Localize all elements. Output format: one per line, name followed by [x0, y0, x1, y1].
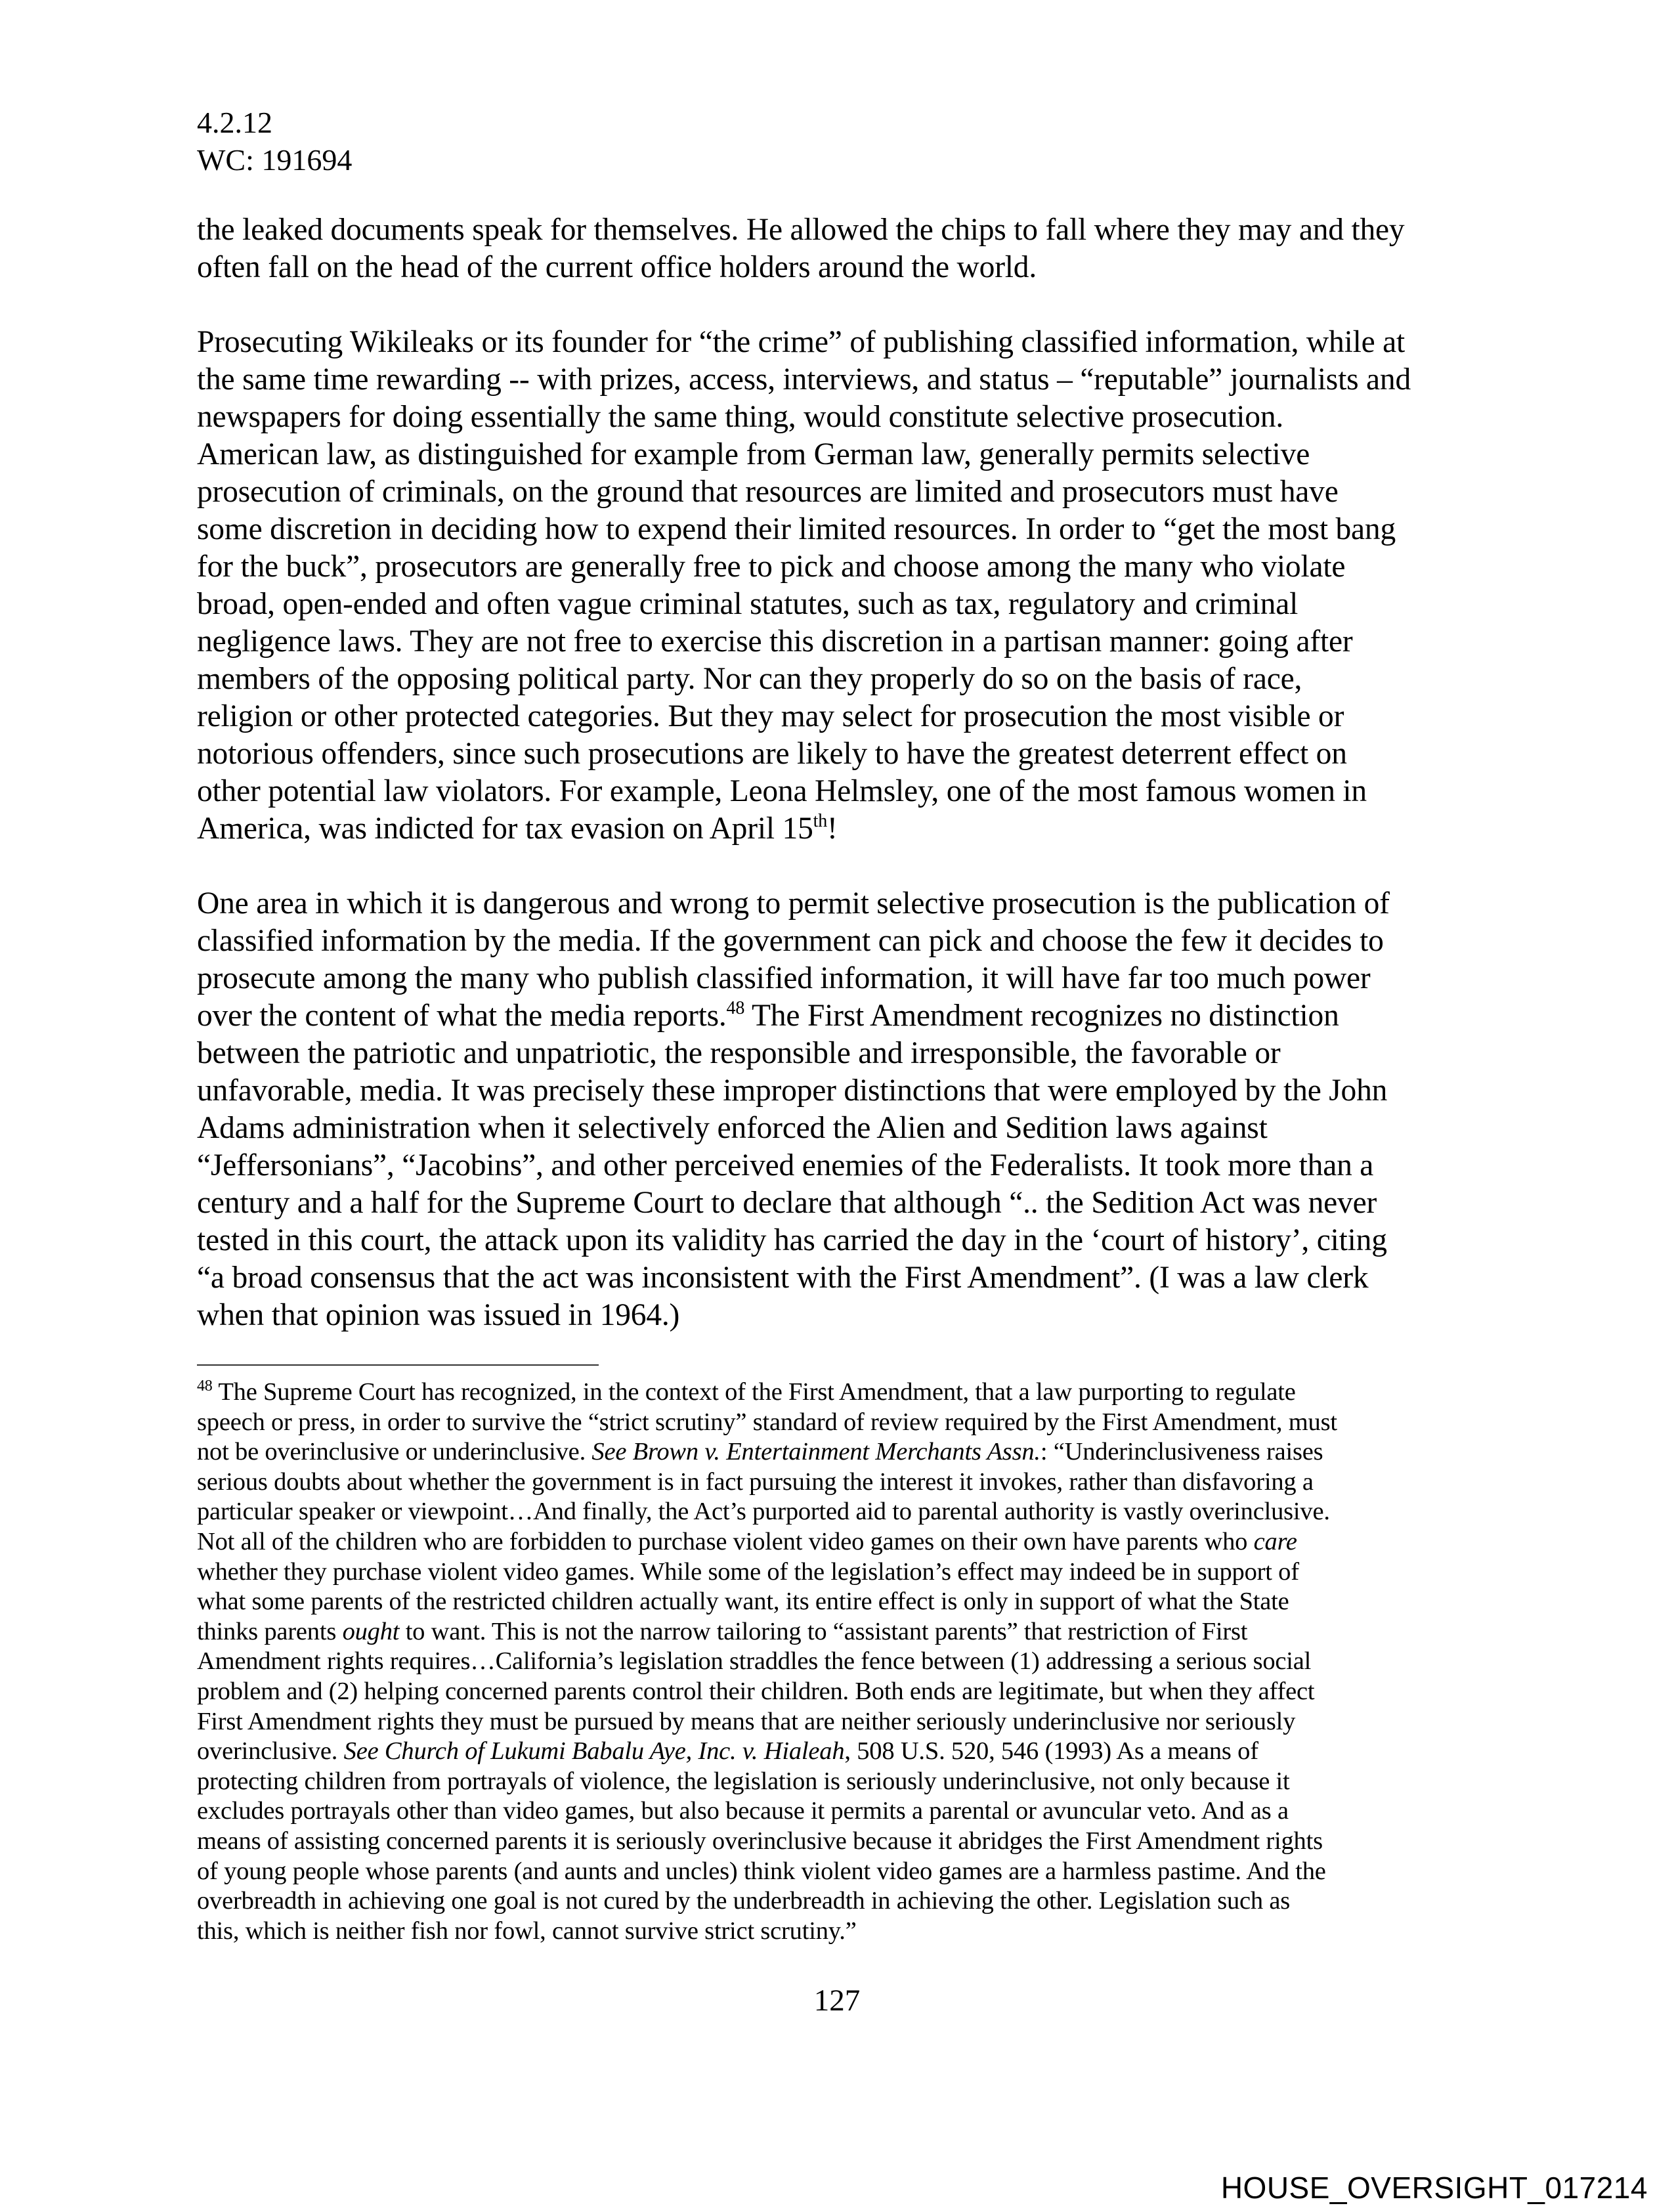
document-header — [197, 104, 352, 179]
text-line: classified information by the media. If the government can pick and choose the few it decides to — [197, 924, 1384, 958]
text-line: prosecution of criminals, on the ground that resources are limited and prosecutors must have — [197, 475, 1339, 509]
paragraph-1 — [197, 211, 1484, 286]
text-line: tested in this court, the attack upon its validity has carried the day in the ‘court of history’, citing — [197, 1223, 1387, 1257]
header-word-count: WC: 191694 — [197, 143, 353, 177]
case-citation: See Church of Lukumi Babalu Aye, Inc. v. Hialeah — [343, 1737, 845, 1766]
body-text — [197, 211, 1484, 1334]
footnote-48: $^{48}$ The Supreme Court has recognized, in the context of the First Amendment, that a law purporting to regulate speech or press, in order to survive the “strict scrutiny” standard of review required by the First Amendment, must not be overinclusive or underinclusive. See Brown v. Entertainment Merchants Assn.: “Underinclusiveness raises serious doubts about whether the government is in fact pursuing the interest it invokes, rather than disfavoring a particular speaker or viewpoint…And finally, the Act’s purported aid to parental authority is vastly overinclusive. Not all of the children who are forbidden to purchase violent video games on their own have parents who care whether they purchase violent video games. While some of the legislation’s effect may indeed be in support of what some parents of the restricted children actually want, its entire effect is only in support of what the State thinks parents ought to want. This is not the narrow tailoring to “assistant parents” that restriction of First Amendment rights requires…California’s legislation straddles the fence between (1) addressing a serious social problem and (2) helping concerned parents control their children. Both ends are legitimate, but when they affect First Amendment rights they must be pursued by means that are neither seriously underinclusive nor seriously overinclusive. See Church of Lukumi Babalu Aye, Inc. v. Hialeah, 508 U.S. 520, 546 (1993) As a means of protecting children from portrayals of violence, the legislation is seriously underinclusive, not only because it excludes portrayals other than video games, but also because it permits a parental or avuncular veto. And as a means of assisting concerned parents it is seriously overinclusive because it abridges the First Amendment rights of young people whose parents (and aunts and uncles) think violent video games are a harmless pastime. And the overbreadth in achieving one goal is not cured by the underbreadth in achieving the other. Legislation such as this, which is neither fish nor fowl, cannot survive strict scrutiny.” — [197, 1377, 1337, 1945]
text-line: religion or other protected categories. But they may select for prosecution the most visible or — [197, 699, 1344, 733]
text-line: when that opinion was issued in 1964.) — [197, 1298, 680, 1332]
text-line: the leaked documents speak for themselves. He allowed the chips to fall where they may and they — [197, 213, 1405, 247]
text-line: “a broad consensus that the act was inconsistent with the First Amendment”. (I was a law clerk — [197, 1261, 1369, 1295]
text-line: unfavorable, media. It was precisely these improper distinctions that were employed by the John — [197, 1073, 1388, 1108]
paragraph-3 — [197, 885, 1484, 1334]
page-number: 127 — [813, 1984, 861, 2018]
text-line: often fall on the head of the current office holders around the world. — [197, 250, 1037, 284]
footnote-number: 48 — [197, 1377, 213, 1395]
text-line: American law, as distinguished for example from German law, generally permits selective — [197, 437, 1310, 471]
text-line: some discretion in deciding how to expend their limited resources. In order to “get the most bang — [197, 512, 1396, 546]
footnote-separator — [197, 1364, 599, 1366]
text-line: “Jeffersonians”, “Jacobins”, and other perceived enemies of the Federalists. It took more than a — [197, 1148, 1374, 1182]
text-line: between the patriotic and unpatriotic, the responsible and irresponsible, the favorable or — [197, 1036, 1281, 1070]
text-line: for the buck”, prosecutors are generally free to pick and choose among the many who violate — [197, 550, 1346, 584]
text-line: Adams administration when it selectively enforced the Alien and Sedition laws against — [197, 1111, 1268, 1145]
text-line: America, was indicted for tax evasion on April 15th! — [197, 811, 838, 846]
text-line: notorious offenders, since such prosecutions are likely to have the greatest deterrent effect on — [197, 737, 1347, 771]
footnote-reference-48[interactable]: 48 — [726, 998, 745, 1018]
ordinal-superscript: th — [813, 811, 828, 831]
text-line: members of the opposing political party. Nor can they properly do so on the basis of race, — [197, 662, 1302, 696]
text-line: One area in which it is dangerous and wrong to permit selective prosecution is the publication of — [197, 886, 1390, 921]
text-line: prosecute among the many who publish classified information, it will have far too much power — [197, 961, 1371, 995]
case-citation: See Brown v. Entertainment Merchants Assn. — [591, 1438, 1041, 1466]
header-date: 4.2.12 — [197, 106, 272, 139]
text-line: Prosecuting Wikileaks or its founder for “the crime” of publishing classified information, while at — [197, 325, 1406, 359]
paragraph-2 — [197, 324, 1484, 848]
text-line: negligence laws. They are not free to exercise this discretion in a partisan manner: going after — [197, 624, 1353, 659]
text-line: over the content of what the media reports.$^{48}$ The First Amendment recognizes no distinction — [197, 998, 1339, 1033]
text-line: broad, open-ended and often vague criminal statutes, such as tax, regulatory and criminal — [197, 587, 1298, 621]
text-line: century and a half for the Supreme Court to declare that although “.. the Sedition Act was never — [197, 1186, 1377, 1220]
text-line: other potential law violators. For example, Leona Helmsley, one of the most famous women in — [197, 774, 1367, 808]
text-line: newspapers for doing essentially the same thing, would constitute selective prosecution. — [197, 400, 1284, 434]
text-line: the same time rewarding -- with prizes, access, interviews, and status – “reputable” journalists and — [197, 362, 1411, 397]
bates-stamp: HOUSE_OVERSIGHT_017214 — [1220, 2171, 1648, 2205]
